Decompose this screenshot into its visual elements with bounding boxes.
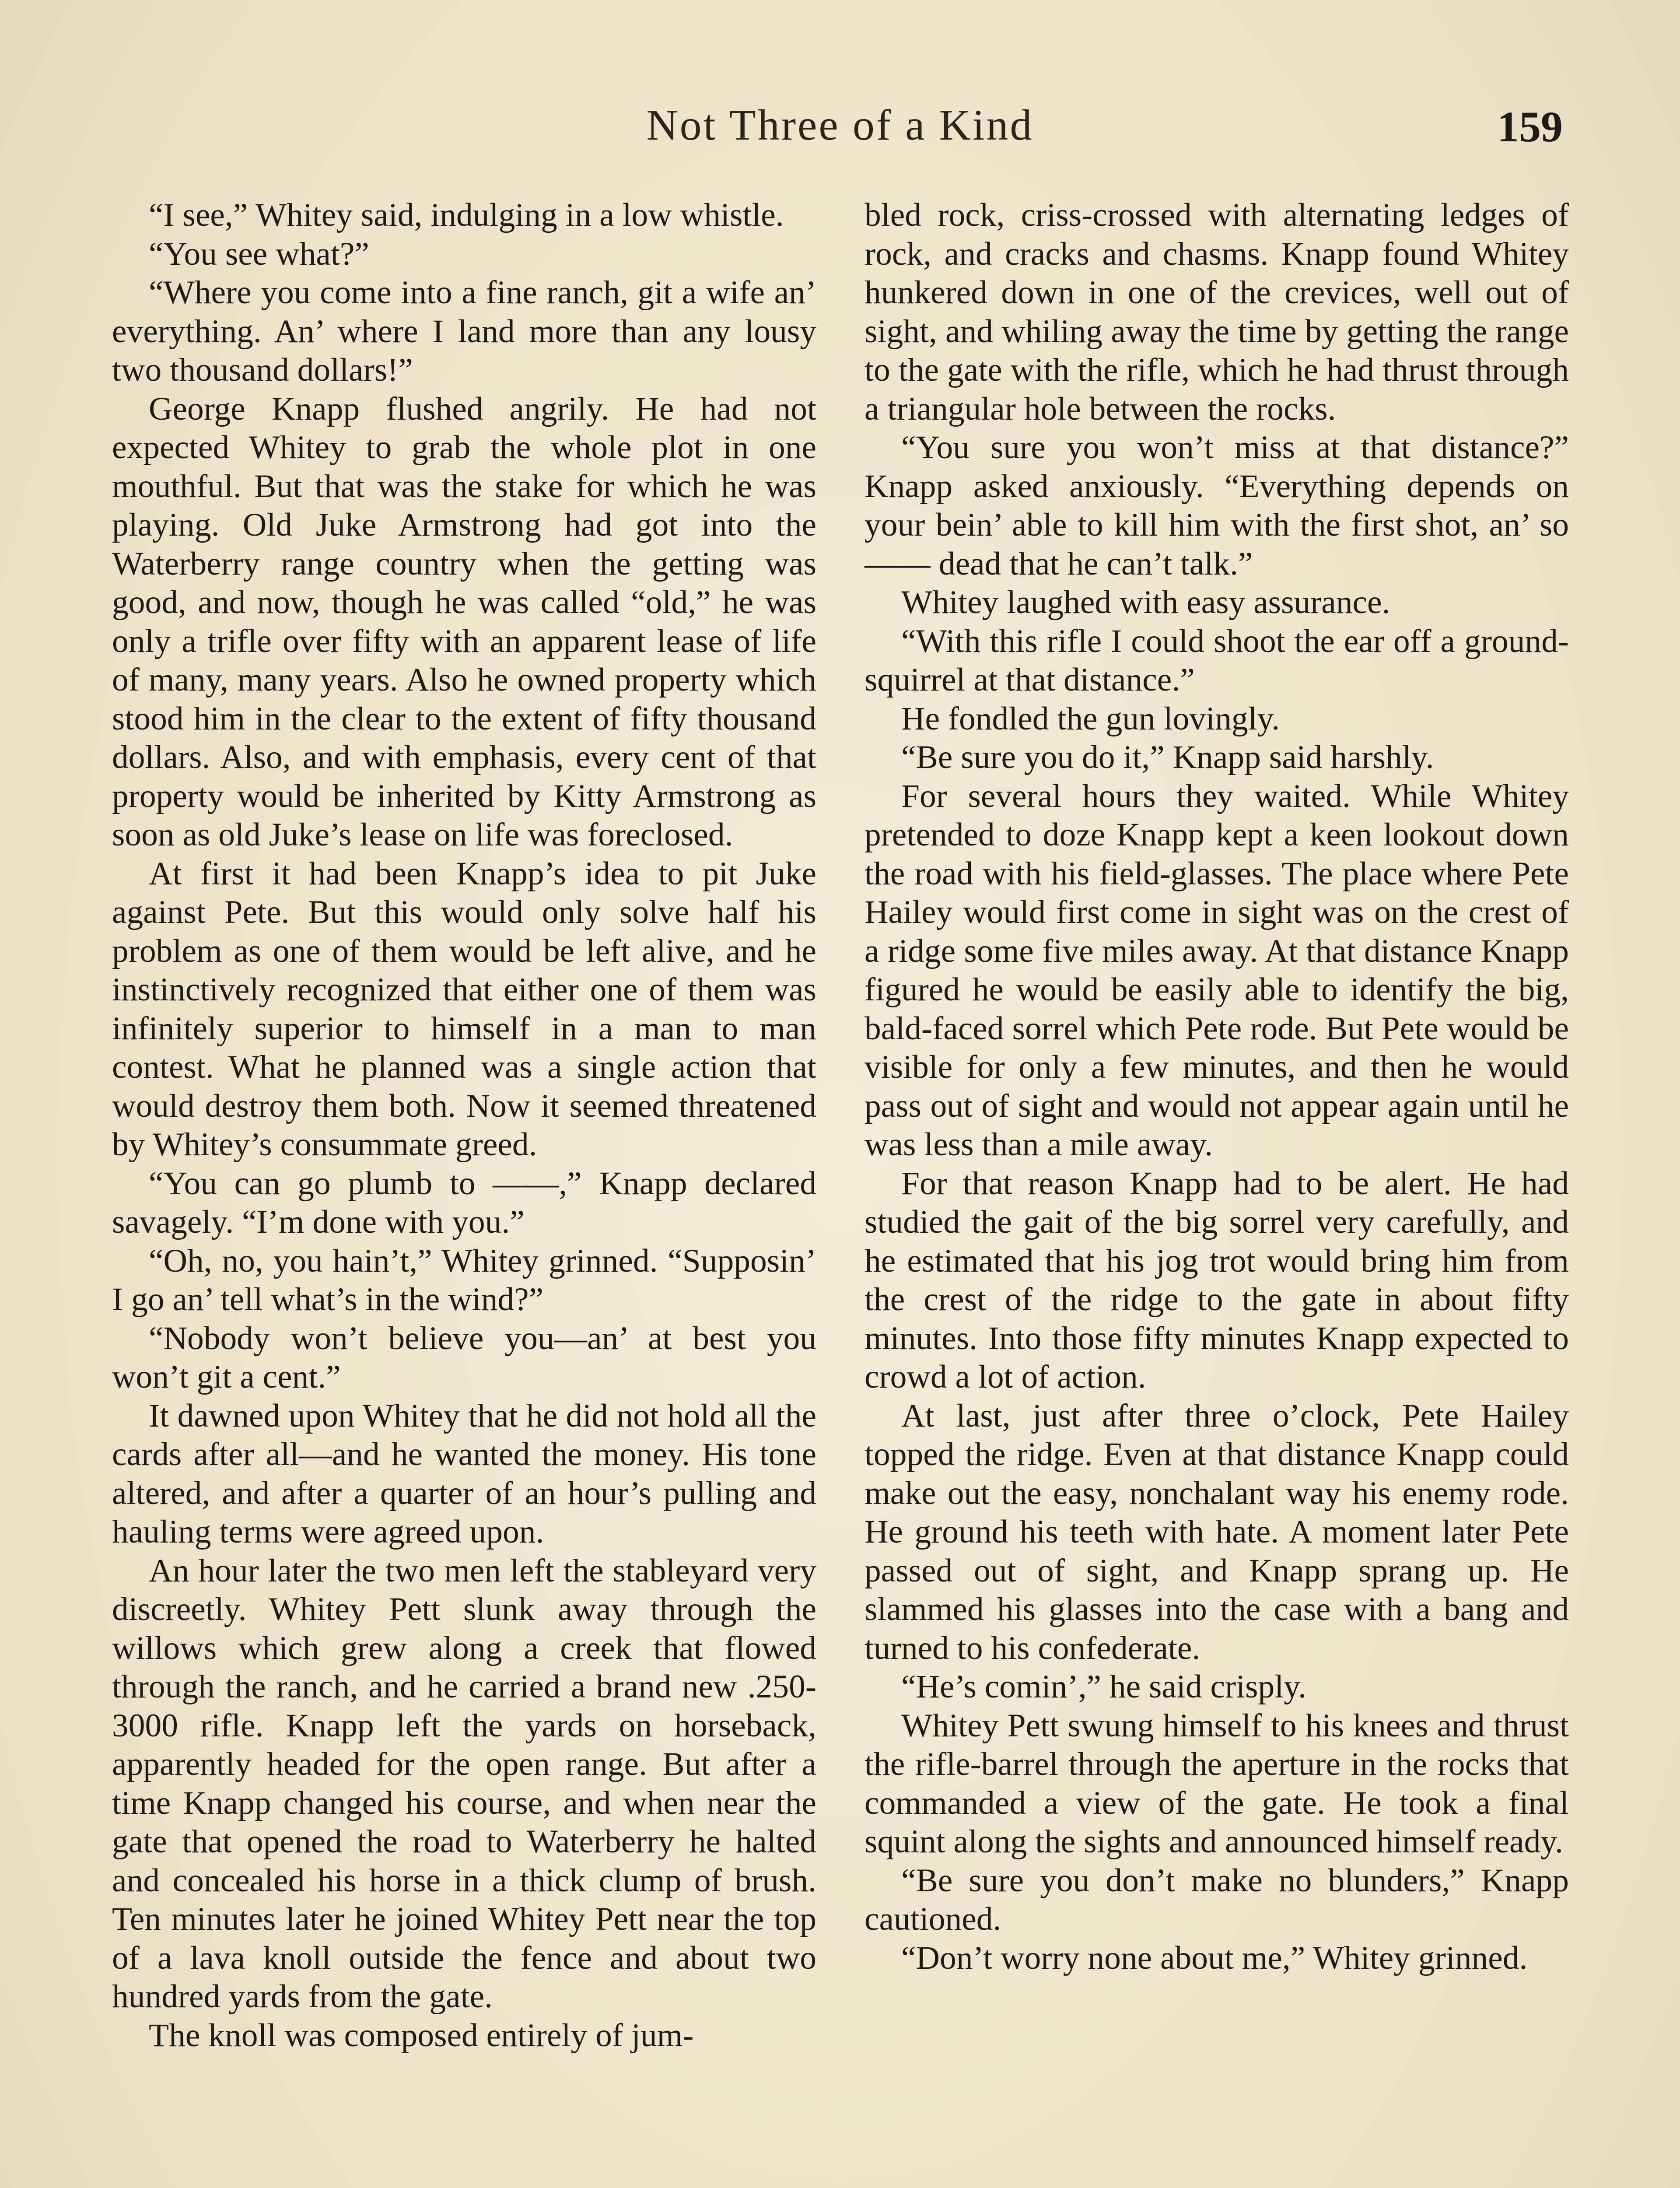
paragraph: “Oh, no, you hain’t,” Whitey grinned. “Supposin’ I go an’ tell what’s in the wind?”: [112, 1242, 816, 1318]
paragraph: At first it had been Knapp’s idea to pit Juke against Pete. But this would only solve half his problem as one of them would be left alive, and he instinctively recognized that either one of them was infinitely superior to himself in a man to man contest. What he planned was a single action that would destroy them both. Now it seemed threatened by Whitey’s consummate greed.: [112, 855, 816, 1163]
paragraph: At last, just after three o’clock, Pete Hailey topped the ridge. Even at that distance Knapp could make out the easy, nonchalant way his enemy rode. He ground his teeth with hate. A moment later Pete passed out of sight, and Knapp sprang up. He slammed his glasses into the case with a bang and turned to his confederate.: [864, 1397, 1569, 1666]
page-header: [0, 100, 1680, 152]
paragraph: “With this rifle I could shoot the ear off a ground-squirrel at that distance.”: [864, 623, 1569, 698]
paragraph: Whitey Pett swung himself to his knees and thrust the rifle-barrel through the aperture in the rocks that commanded a view of the gate. He took a final squint along the sights and announced himself ready.: [864, 1707, 1569, 1860]
page-number: 159: [1497, 102, 1563, 151]
paragraph: “Be sure you don’t make no blunders,” Knapp cautioned.: [864, 1862, 1569, 1937]
paragraph: An hour later the two men left the stableyard very discreetly. Whitey Pett slunk away through the willows which grew along a creek that flowed through the ranch, and he carried a brand new .250-3000 rifle. Knapp left the yards on horseback, apparently headed for the open range. But after a time Knapp changed his course, and when near the gate that opened the road to Waterberry he halted and concealed his horse in a thick clump of brush. Ten minutes later he joined Whitey Pett near the top of a lava knoll outside the fence and about two hundred yards from the gate.: [112, 1552, 816, 2015]
running-title: Not Three of a Kind: [646, 101, 1034, 149]
paragraph: “Where you come into a fine ranch, git a wife an’ everything. An’ where I land more than any lousy two thousand dollars!”: [112, 274, 816, 388]
paragraph: For several hours they waited. While Whitey pretended to doze Knapp kept a keen lookout down the road with his field-glasses. The place where Pete Hailey would first come in sight was on the crest of a ridge some five miles away. At that distance Knapp figured he would be easily able to identify the big, bald-faced sorrel which Pete rode. But Pete would be visible for only a few minutes, and then he would pass out of sight and would not appear again until he was less than a mile away.: [864, 778, 1569, 1163]
paragraph: “Nobody won’t believe you—an’ at best you won’t git a cent.”: [112, 1320, 816, 1395]
paragraph: “You can go plumb to ——,” Knapp declared savagely. “I’m done with you.”: [112, 1165, 816, 1240]
paragraph-continuation: bled rock, criss-crossed with alternating ledges of rock, and cracks and chasms. Knapp found Whitey hunkered down in one of the crevices, well out of sight, and whiling away the time by getting the range to the gate with the rifle, which he had thrust through a triangular hole between the rocks.: [864, 197, 1569, 427]
paragraph: The knoll was composed entirely of jum-: [149, 2017, 694, 2054]
paragraph: He fondled the gun lovingly.: [901, 700, 1280, 737]
paragraph: “I see,” Whitey said, indulging in a low whistle.: [149, 197, 784, 233]
paragraph: George Knapp flushed angrily. He had not expected Whitey to grab the whole plot in one mouthful. But that was the stake for which he was playing. Old Juke Armstrong had got into the Waterberry range country when the getting was good, and now, though he was called “old,” he was only a trifle over fifty with an apparent lease of life of many, many years. Also he owned property which stood him in the clear to the extent of fifty thousand dollars. Also, and with emphasis, every cent of that property would be inherited by Kitty Armstrong as soon as old Juke’s lease on life was foreclosed.: [112, 390, 816, 853]
paragraph: “Be sure you do it,” Knapp said harshly.: [901, 739, 1434, 775]
left-column: [112, 196, 816, 2055]
paragraph: “He’s comin’,” he said crisply.: [901, 1669, 1306, 1705]
paragraph: “You see what?”: [149, 235, 369, 272]
paragraph: For that reason Knapp had to be alert. He had studied the gait of the big sorrel very carefully, and he estimated that his jog trot would bring him from the crest of the ridge to the gate in about fifty minutes. Into those fifty minutes Knapp expected to crowd a lot of action.: [864, 1165, 1569, 1395]
paragraph: It dawned upon Whitey that he did not hold all the cards after all—and he wanted the money. His tone altered, and after a quarter of an hour’s pulling and hauling terms were agreed upon.: [112, 1397, 816, 1550]
paragraph: Whitey laughed with easy assurance.: [901, 584, 1390, 621]
paragraph: “You sure you won’t miss at that distance?” Knapp asked anxiously. “Everything depends on your bein’ able to kill him with the first shot, an’ so —— dead that he can’t talk.”: [864, 429, 1569, 582]
paragraph: “Don’t worry none about me,” Whitey grinned.: [901, 1939, 1528, 1976]
right-column: [864, 196, 1569, 1978]
